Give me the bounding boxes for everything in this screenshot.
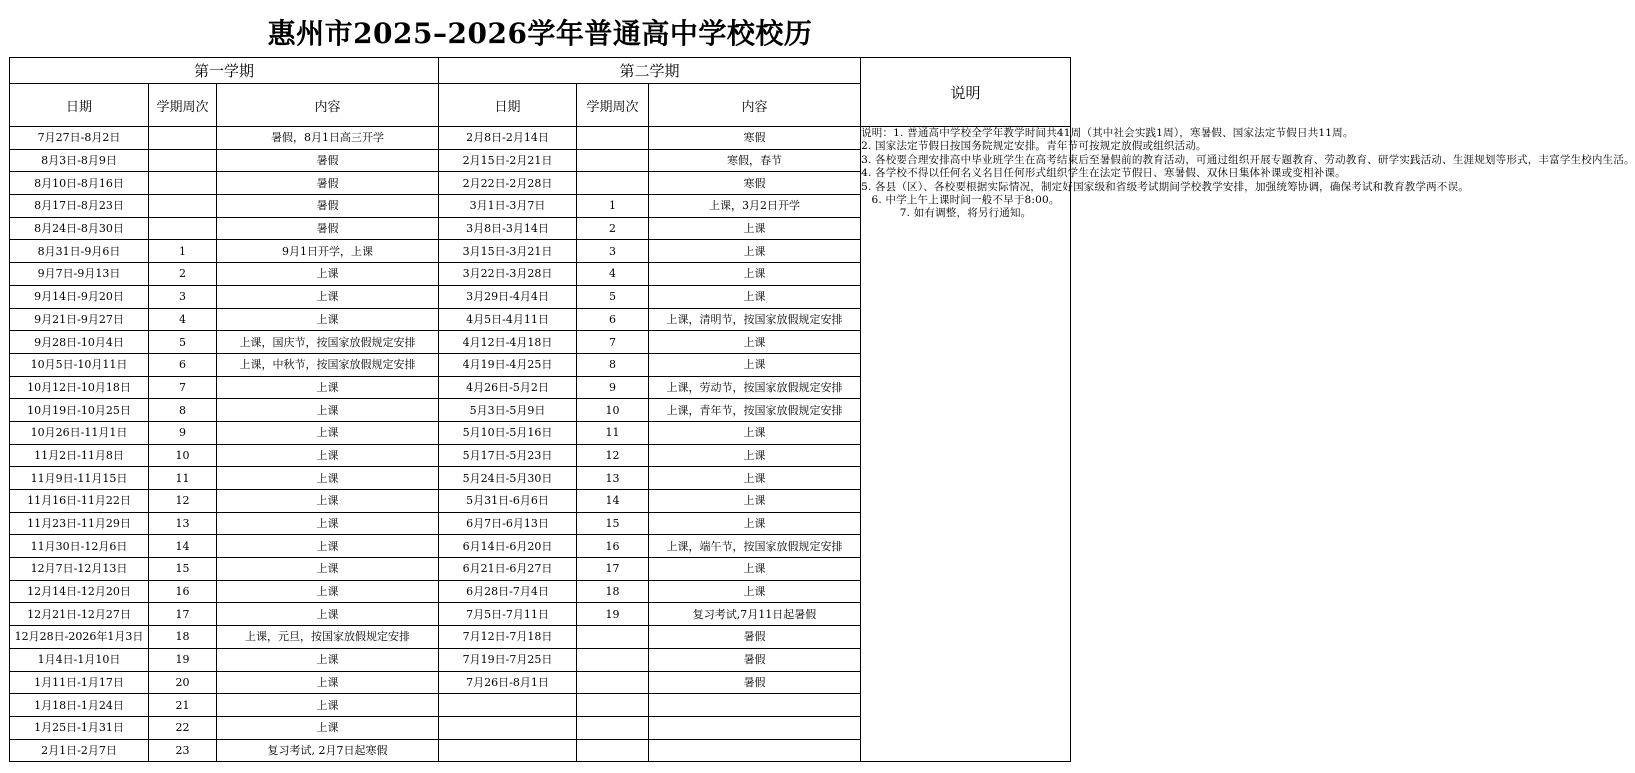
s1-date-cell: 8月3日-8月9日 (10, 149, 149, 172)
s1-week-cell: 8 (149, 399, 217, 422)
s1-week-cell: 12 (149, 490, 217, 513)
s2-date-cell (439, 739, 577, 762)
s1-content-cell: 暑假 (217, 172, 439, 195)
s2-date-header: 日期 (439, 84, 577, 127)
s1-week-cell: 17 (149, 603, 217, 626)
s2-date-cell: 6月7日-6月13日 (439, 512, 577, 535)
s2-content-cell: 上课 (649, 240, 861, 263)
s1-content-cell: 上课 (217, 490, 439, 513)
s2-date-cell: 5月17日-5月23日 (439, 444, 577, 467)
s1-date-cell: 12月21日-12月27日 (10, 603, 149, 626)
s2-content-cell: 上课 (649, 421, 861, 444)
s1-content-cell: 上课 (217, 580, 439, 603)
s2-content-cell (649, 739, 861, 762)
s2-date-cell: 5月3日-5月9日 (439, 399, 577, 422)
s1-week-cell (149, 172, 217, 195)
s1-content-cell: 上课 (217, 263, 439, 286)
s1-content-cell: 9月1日开学，上课 (217, 240, 439, 263)
note-item: 5. 各县（区）、各校要根据实际情况，制定好国家级和省级考试期间学校教学安排，加强统筹协调，确保考试和教育教学两不误。 (861, 180, 1469, 193)
s2-week-header: 学期周次 (577, 84, 649, 127)
s2-week-cell: 14 (577, 490, 649, 513)
s2-date-cell: 2月22日-2月28日 (439, 172, 577, 195)
s1-date-cell: 11月9日-11月15日 (10, 467, 149, 490)
note-item: 说明：1. 普通高中学校全学年教学时间共41周（其中社会实践1周），寒暑假、国家法定节假日共11周。 (861, 127, 1354, 139)
s1-content-cell: 上课 (217, 671, 439, 694)
school-calendar-table (9, 57, 1635, 762)
s1-date-cell: 11月16日-11月22日 (10, 490, 149, 513)
s1-date-cell: 10月12日-10月18日 (10, 376, 149, 399)
s2-week-cell: 13 (577, 467, 649, 490)
s2-date-cell: 2月15日-2月21日 (439, 149, 577, 172)
s1-date-cell: 8月17日-8月23日 (10, 195, 149, 218)
s2-date-cell: 3月8日-3月14日 (439, 217, 577, 240)
semester1-header: 第一学期 (10, 58, 439, 84)
s2-content-cell: 复习考试,7月11日起暑假 (649, 603, 861, 626)
s2-week-cell (577, 739, 649, 762)
s2-week-cell: 17 (577, 558, 649, 581)
s1-content-cell: 上课 (217, 399, 439, 422)
s2-date-cell: 4月26日-5月2日 (439, 376, 577, 399)
s1-content-header: 内容 (217, 84, 439, 127)
s2-week-cell: 7 (577, 331, 649, 354)
semester2-header: 第二学期 (439, 58, 861, 84)
s2-date-cell: 7月5日-7月11日 (439, 603, 577, 626)
s1-content-cell: 上课，元旦，按国家放假规定安排 (217, 626, 439, 649)
s1-week-cell: 15 (149, 558, 217, 581)
s1-week-cell (149, 149, 217, 172)
s2-week-cell: 6 (577, 308, 649, 331)
s1-week-cell: 4 (149, 308, 217, 331)
s2-date-cell: 6月14日-6月20日 (439, 535, 577, 558)
s2-week-cell (577, 626, 649, 649)
s1-week-cell: 5 (149, 331, 217, 354)
s1-content-cell: 暑假 (217, 149, 439, 172)
s2-date-cell: 7月19日-7月25日 (439, 648, 577, 671)
s1-date-cell: 10月19日-10月25日 (10, 399, 149, 422)
s2-content-cell: 上课，3月2日开学 (649, 195, 861, 218)
s2-week-cell: 16 (577, 535, 649, 558)
s2-week-cell: 10 (577, 399, 649, 422)
s1-date-cell: 10月26日-11月1日 (10, 421, 149, 444)
notes-cell (861, 127, 1635, 762)
s2-content-cell: 上课 (649, 444, 861, 467)
s2-content-cell: 寒假，春节 (649, 149, 861, 172)
s1-date-cell: 9月28日-10月4日 (10, 331, 149, 354)
s1-date-cell: 1月4日-1月10日 (10, 648, 149, 671)
s2-week-cell: 4 (577, 263, 649, 286)
s2-date-cell: 5月31日-6月6日 (439, 490, 577, 513)
s2-content-cell: 暑假 (649, 626, 861, 649)
s2-week-cell (577, 694, 649, 717)
s1-date-cell: 8月24日-8月30日 (10, 217, 149, 240)
s2-content-cell: 上课 (649, 580, 861, 603)
s1-week-cell: 23 (149, 739, 217, 762)
s1-date-cell: 9月21日-9月27日 (10, 308, 149, 331)
s1-week-cell: 20 (149, 671, 217, 694)
s1-content-cell: 上课 (217, 716, 439, 739)
note-item: 4. 各学校不得以任何名义名目任何形式组织学生在法定节假日、寒暑假、双休日集体补课或变相补课。 (861, 167, 1346, 180)
s2-content-cell: 寒假 (649, 127, 861, 150)
s1-content-cell: 上课 (217, 467, 439, 490)
s2-date-cell (439, 716, 577, 739)
s2-week-cell (577, 172, 649, 195)
s1-date-cell: 11月2日-11月8日 (10, 444, 149, 467)
s1-content-cell: 上课 (217, 558, 439, 581)
s1-week-cell: 13 (149, 512, 217, 535)
s2-week-cell: 11 (577, 421, 649, 444)
s2-date-cell: 6月28日-7月4日 (439, 580, 577, 603)
s2-week-cell (577, 671, 649, 694)
s1-content-cell: 上课 (217, 421, 439, 444)
s2-week-cell: 12 (577, 444, 649, 467)
s1-date-cell: 9月14日-9月20日 (10, 285, 149, 308)
s1-content-cell: 复习考试, 2月7日起寒假 (217, 739, 439, 762)
s2-content-cell: 上课，端午节，按国家放假规定安排 (649, 535, 861, 558)
s2-content-cell: 上课 (649, 558, 861, 581)
s1-date-cell: 11月23日-11月29日 (10, 512, 149, 535)
s2-content-cell: 上课 (649, 490, 861, 513)
calendar-body (10, 127, 1635, 762)
s2-week-cell: 15 (577, 512, 649, 535)
s2-week-cell (577, 149, 649, 172)
s1-date-cell: 8月31日-9月6日 (10, 240, 149, 263)
s1-week-cell: 3 (149, 285, 217, 308)
s1-content-cell: 上课，国庆节，按国家放假规定安排 (217, 331, 439, 354)
s1-content-cell: 上课 (217, 648, 439, 671)
s2-date-cell: 6月21日-6月27日 (439, 558, 577, 581)
s2-content-cell: 上课，劳动节，按国家放假规定安排 (649, 376, 861, 399)
s2-content-cell: 上课 (649, 285, 861, 308)
note-item: 3. 各校要合理安排高中毕业班学生在高考结束后至暑假前的教育活动，可通过组织开展专题教育、劳动教育、研学实践活动、生涯规划等形式，丰富学生校内生活。 (861, 153, 1635, 166)
s2-content-cell: 上课，清明节，按国家放假规定安排 (649, 308, 861, 331)
s2-date-cell: 5月10日-5月16日 (439, 421, 577, 444)
s1-date-cell: 12月14日-12月20日 (10, 580, 149, 603)
s2-week-cell: 1 (577, 195, 649, 218)
note-item: 7. 如有调整，将另行通知。 (899, 207, 1032, 220)
s1-week-cell (149, 195, 217, 218)
s2-content-cell: 上课 (649, 467, 861, 490)
s2-content-cell: 寒假 (649, 172, 861, 195)
s1-date-cell: 12月7日-12月13日 (10, 558, 149, 581)
s2-date-cell: 3月22日-3月28日 (439, 263, 577, 286)
s1-content-cell: 暑假 (217, 217, 439, 240)
s2-week-cell: 5 (577, 285, 649, 308)
s2-week-cell: 18 (577, 580, 649, 603)
s1-week-cell: 1 (149, 240, 217, 263)
s2-week-cell (577, 716, 649, 739)
s2-date-cell: 3月1日-3月7日 (439, 195, 577, 218)
s1-week-cell: 11 (149, 467, 217, 490)
s1-week-cell: 9 (149, 421, 217, 444)
s1-date-cell: 9月7日-9月13日 (10, 263, 149, 286)
s2-content-cell: 上课 (649, 331, 861, 354)
s2-content-cell: 上课 (649, 512, 861, 535)
s2-content-cell: 上课 (649, 217, 861, 240)
note-item: 2. 国家法定节假日按国务院规定安排。青年节可按规定放假或组织活动。 (861, 140, 1207, 153)
s2-week-cell: 3 (577, 240, 649, 263)
s2-week-cell (577, 127, 649, 150)
s2-content-cell: 上课，青年节，按国家放假规定安排 (649, 399, 861, 422)
s1-week-cell: 14 (149, 535, 217, 558)
s1-date-cell: 8月10日-8月16日 (10, 172, 149, 195)
s1-content-cell: 暑假，8月1日高三开学 (217, 127, 439, 150)
s2-content-cell: 上课 (649, 353, 861, 376)
s1-date-header: 日期 (10, 84, 149, 127)
s1-week-cell: 16 (149, 580, 217, 603)
s1-content-cell: 上课 (217, 603, 439, 626)
s2-date-cell: 4月19日-4月25日 (439, 353, 577, 376)
s1-date-cell: 7月27日-8月2日 (10, 127, 149, 150)
s1-content-cell: 上课 (217, 376, 439, 399)
s1-week-cell: 21 (149, 694, 217, 717)
s1-content-cell: 上课 (217, 285, 439, 308)
s1-week-cell: 22 (149, 716, 217, 739)
s1-date-cell: 12月28日-2026年1月3日 (10, 626, 149, 649)
s2-date-cell: 3月29日-4月4日 (439, 285, 577, 308)
s1-content-cell: 上课，中秋节，按国家放假规定安排 (217, 353, 439, 376)
s2-date-cell: 5月24日-5月30日 (439, 467, 577, 490)
s2-content-header: 内容 (649, 84, 861, 127)
s2-date-cell (439, 694, 577, 717)
s1-content-cell: 上课 (217, 512, 439, 535)
s1-date-cell: 11月30日-12月6日 (10, 535, 149, 558)
s1-week-cell: 10 (149, 444, 217, 467)
s2-content-cell (649, 716, 861, 739)
s1-week-cell (149, 217, 217, 240)
s1-date-cell: 1月11日-1月17日 (10, 671, 149, 694)
s1-content-cell: 上课 (217, 308, 439, 331)
note-header: 说明 (861, 58, 1071, 127)
s2-date-cell: 7月26日-8月1日 (439, 671, 577, 694)
s2-week-cell (577, 648, 649, 671)
s2-date-cell: 2月8日-2月14日 (439, 127, 577, 150)
s1-content-cell: 上课 (217, 444, 439, 467)
s2-content-cell: 暑假 (649, 671, 861, 694)
note-item: 6. 中学上午上课时间一般不早于8:00。 (871, 194, 1060, 207)
s2-week-cell: 8 (577, 353, 649, 376)
s1-date-cell: 1月18日-1月24日 (10, 694, 149, 717)
s2-week-cell: 19 (577, 603, 649, 626)
s2-date-cell: 7月12日-7月18日 (439, 626, 577, 649)
s1-content-cell: 暑假 (217, 195, 439, 218)
s2-date-cell: 4月12日-4月18日 (439, 331, 577, 354)
s1-date-cell: 1月25日-1月31日 (10, 716, 149, 739)
s2-date-cell: 4月5日-4月11日 (439, 308, 577, 331)
s1-week-cell: 6 (149, 353, 217, 376)
s2-date-cell: 3月15日-3月21日 (439, 240, 577, 263)
s1-week-header: 学期周次 (149, 84, 217, 127)
s1-content-cell: 上课 (217, 535, 439, 558)
s1-week-cell: 18 (149, 626, 217, 649)
s1-week-cell (149, 127, 217, 150)
s2-content-cell: 上课 (649, 263, 861, 286)
table-row (10, 127, 1071, 150)
s1-date-cell: 10月5日-10月11日 (10, 353, 149, 376)
s1-date-cell: 2月1日-2月7日 (10, 739, 149, 762)
s2-content-cell: 暑假 (649, 648, 861, 671)
s1-week-cell: 19 (149, 648, 217, 671)
s2-week-cell: 2 (577, 217, 649, 240)
s1-week-cell: 2 (149, 263, 217, 286)
s2-week-cell: 9 (577, 376, 649, 399)
s1-week-cell: 7 (149, 376, 217, 399)
s2-content-cell (649, 694, 861, 717)
page-title: 惠州市2025–2026学年普通高中学校校历 (267, 17, 813, 50)
s1-content-cell: 上课 (217, 694, 439, 717)
